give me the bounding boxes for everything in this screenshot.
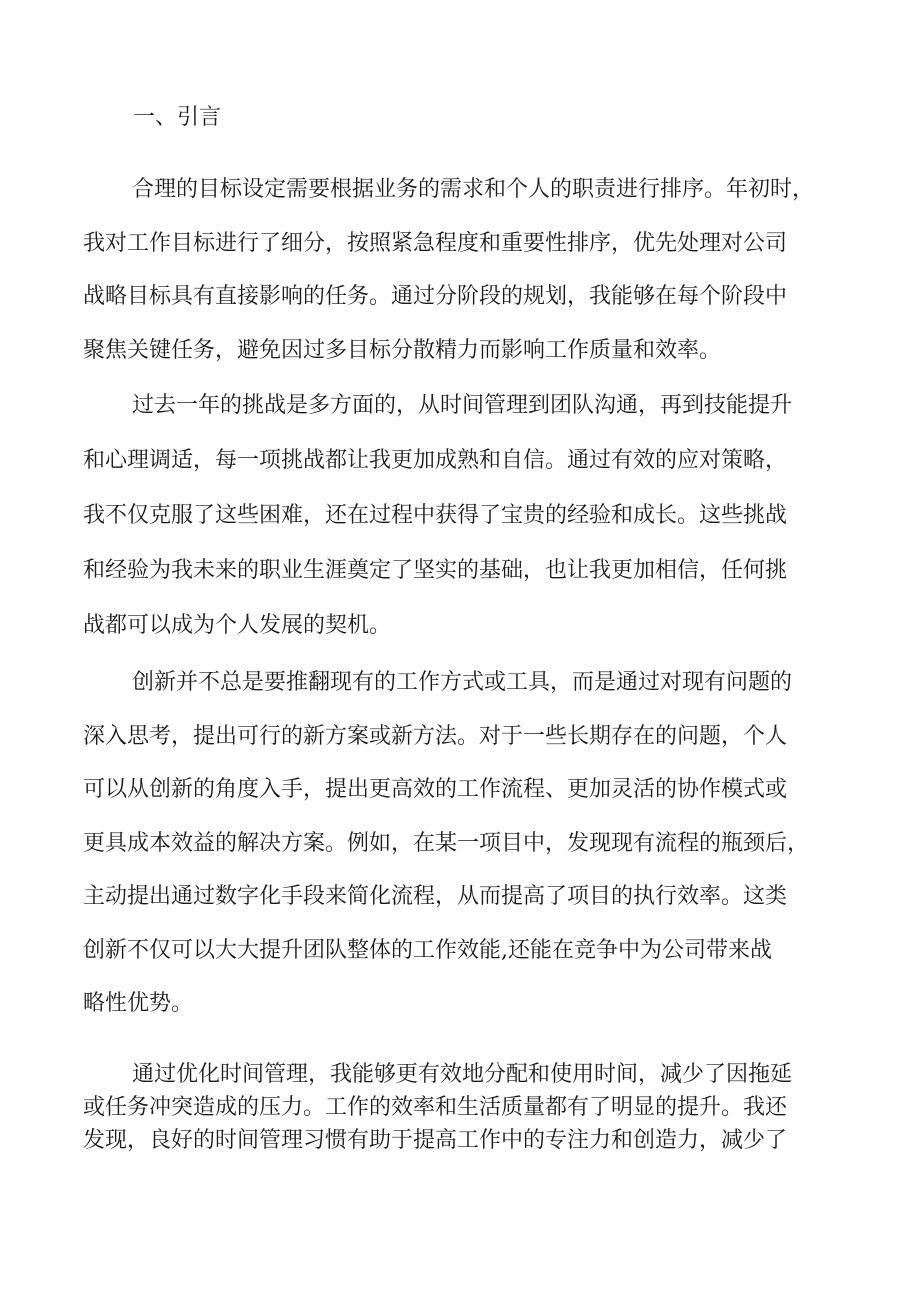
paragraph-line: 可以从创新的角度入手，提出更高效的工作流程、更加灵活的协作模式或 xyxy=(83,777,788,802)
paragraph-line: 战都可以成为个人发展的契机。 xyxy=(83,613,392,638)
paragraph-line: 和经验为我未来的职业生涯奠定了坚实的基础，也让我更加相信，任何挑 xyxy=(83,558,788,583)
paragraph-goal-setting xyxy=(83,163,843,377)
paragraph-line: 深入思考，提出可行的新方案或新方法。对于一些长期存在的问题，个人 xyxy=(83,723,788,749)
paragraph-line: 过去一年的挑战是多方面的，从时间管理到团队沟通，再到技能提升 xyxy=(132,393,793,418)
paragraph-line: 战略目标具有直接影响的任务。通过分阶段的规划，我能够在每个阶段中 xyxy=(83,284,788,309)
paragraph-line: 更具成本效益的解决方案。例如，在某一项目中，发现现有流程的瓶颈后， xyxy=(83,830,810,856)
paragraph-challenges xyxy=(83,378,843,653)
paragraph-innovation xyxy=(83,656,843,1031)
paragraph-line: 发现，良好的时间管理习惯有助于提高工作中的专注力和创造力，减少了 xyxy=(83,1128,788,1153)
paragraph-line: 聚焦关键任务，避免因过多目标分散精力而影响工作质量和效率。 xyxy=(83,337,722,363)
paragraph-line: 合理的目标设定需要根据业务的需求和个人的职责进行排序。年初时， xyxy=(132,177,815,202)
paragraph-line: 略性优势。 xyxy=(83,991,194,1016)
paragraph-line: 我对工作目标进行了细分，按照紧急程度和重要性排序，优先处理对公司 xyxy=(83,230,788,256)
paragraph-line: 主动提出通过数字化手段来简化流程，从而提高了项目的执行效率。这类 xyxy=(83,884,788,909)
paragraph-line: 和心理调适，每一项挑战都让我更加成熟和自信。通过有效的应对策略， xyxy=(83,448,788,473)
paragraph-line: 创新并不总是要推翻现有的工作方式或工具，而是通过对现有问题的 xyxy=(132,670,793,695)
paragraph-line: 创新不仅可以大大提升团队整体的工作效能,还能在竞争中为公司带来战 xyxy=(83,937,772,963)
paragraph-line: 或任务冲突造成的压力。工作的效率和生活质量都有了明显的提升。我还 xyxy=(83,1095,788,1120)
paragraph-line: 通过优化时间管理，我能够更有效地分配和使用时间，减少了因拖延 xyxy=(132,1062,793,1087)
section-heading: 一、引言 xyxy=(133,105,222,130)
paragraph-time-management xyxy=(83,1058,843,1157)
paragraph-line: 我不仅克服了这些困难，还在过程中获得了宝贵的经验和成长。这些挑战 xyxy=(83,503,788,528)
